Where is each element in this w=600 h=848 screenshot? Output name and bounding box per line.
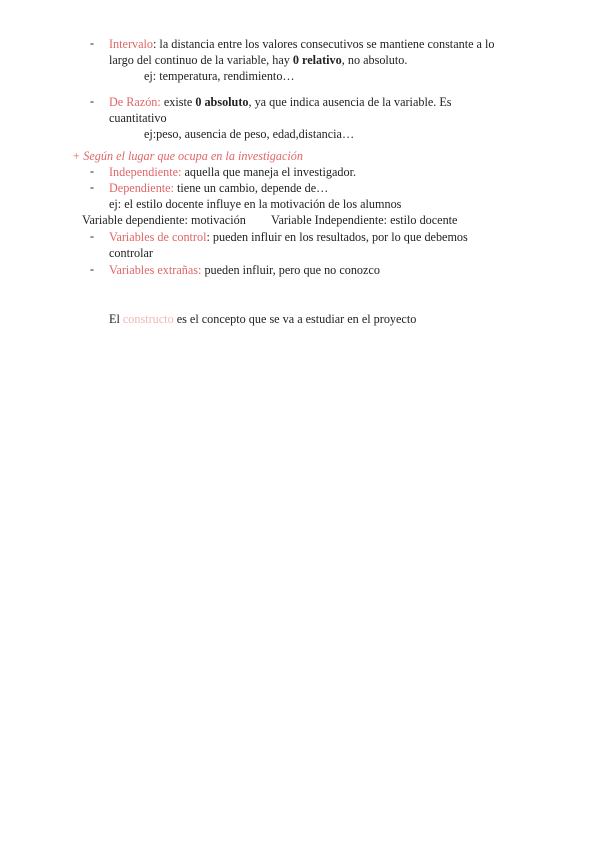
razon-line-1 [109, 94, 452, 110]
intervalo-text-2b: , no absoluto. [341, 53, 408, 67]
extranas-text: pueden influir, pero que no conozco [201, 263, 380, 277]
constructo-pre: El [109, 312, 123, 326]
control-line-1 [109, 229, 468, 245]
intervalo-text-1: : la distancia entre los valores consecutivos se mantiene constante a lo [153, 37, 495, 51]
intervalo-example: ej: temperatura, rendimiento… [144, 69, 295, 83]
control-term: Variables de control [109, 230, 207, 244]
razon-line-2: cuantitativo [109, 111, 167, 125]
extranas-line [109, 262, 380, 278]
razon-term: De Razón: [109, 95, 161, 109]
section-heading: + Según el lugar que ocupa en la investigación [72, 149, 303, 163]
control-line-2: controlar [109, 246, 153, 260]
intervalo-line-1 [109, 36, 494, 52]
dependiente-line [109, 180, 328, 196]
dependiente-term: Dependiente: [109, 181, 174, 195]
dependiente-example: ej: el estilo docente influye en la motivación de los alumnos [109, 197, 402, 211]
intervalo-text-2a: largo del continuo de la variable, hay [109, 53, 293, 67]
intervalo-term: Intervalo [109, 37, 153, 51]
constructo-line [109, 311, 416, 327]
extranas-term: Variables extrañas: [109, 263, 202, 277]
variable-dependiente-note: Variable dependiente: motivación [82, 213, 246, 227]
control-text-1: : pueden influir en los resultados, por lo que debemos [206, 230, 468, 244]
independiente-text: aquella que maneja el investigador. [181, 165, 357, 179]
bullet-dash: - [90, 180, 95, 194]
constructo-post: es el concepto que se va a estudiar en el proyecto [173, 312, 417, 326]
bullet-dash: - [90, 262, 95, 276]
bullet-dash: - [90, 36, 95, 50]
bullet-dash: - [90, 229, 95, 243]
variable-independiente-note: Variable Independiente: estilo docente [271, 213, 458, 227]
dependiente-text: tiene un cambio, depende de… [173, 181, 329, 195]
razon-example: ej:peso, ausencia de peso, edad,distancia… [144, 127, 355, 141]
independiente-term: Independiente: [109, 165, 182, 179]
bullet-dash: - [90, 94, 95, 108]
bullet-dash: - [90, 164, 95, 178]
independiente-line [109, 164, 356, 180]
razon-text-1a: existe [160, 95, 196, 109]
constructo-term: constructo [122, 312, 174, 326]
razon-bold: 0 absoluto [195, 95, 249, 109]
intervalo-bold: 0 relativo [292, 53, 342, 67]
razon-text-1b: , ya que indica ausencia de la variable. Es [248, 95, 452, 109]
intervalo-line-2 [109, 52, 407, 68]
